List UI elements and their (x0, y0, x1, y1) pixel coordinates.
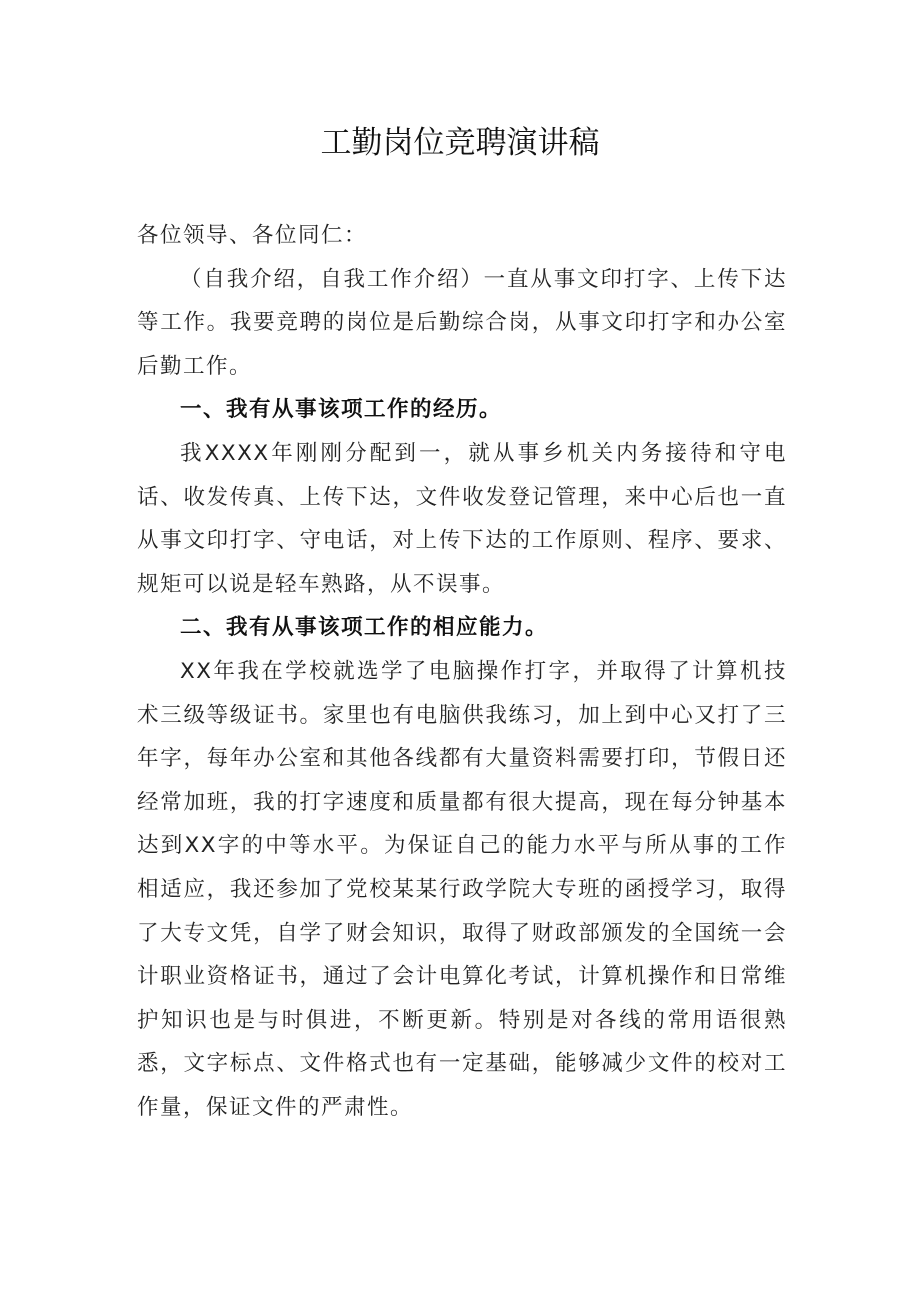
section-text-2: XX年我在学校就选学了电脑操作打字，并取得了计算机技术三级等级证书。家里也有电脑供我练习，加上到中心又打了三年字，每年办公室和其他各线都有大量资料需要打印，节假日还经常加班，我的打字速度和质量都有很大提高，现在每分钟基本达到XX字的中等水平。为保证自己的能力水平与所从事的工作相适应，我还参加了党校某某行政学院大专班的函授学习，取得了大专文凭，自学了财会知识，取得了财政部颁发的全国统一会计职业资格证书，通过了会计电算化考试，计算机操作和日常维护知识也是与时俱进，不断更新。特别是对各线的常用语很熟悉，文字标点、文件格式也有一定基础，能够减少文件的校对工作量，保证文件的严肃性。 (137, 658, 787, 1120)
page-title: 工勤岗位竞聘演讲稿 (320, 125, 600, 161)
document-body (137, 214, 787, 1129)
salutation: 各位领导、各位同仁： (137, 223, 368, 248)
section-heading-2: 二、我有从事该项工作的相应能力。 (180, 615, 549, 641)
section-heading-1: 一、我有从事该项工作的经历。 (180, 397, 503, 423)
intro-paragraph: （自我介绍，自我工作介绍）一直从事文印打字、上传下达等工作。我要竞聘的岗位是后勤综合岗，从事文印打字和办公室后勤工作。 (137, 266, 787, 379)
section-text-1: 我XXXX年刚刚分配到一，就从事乡机关内务接待和守电话、收发传真、上传下达，文件收发登记管理，来中心后也一直从事文印打字、守电话，对上传下达的工作原则、程序、要求、规矩可以说是轻车熟路，从不误事。 (137, 440, 787, 597)
